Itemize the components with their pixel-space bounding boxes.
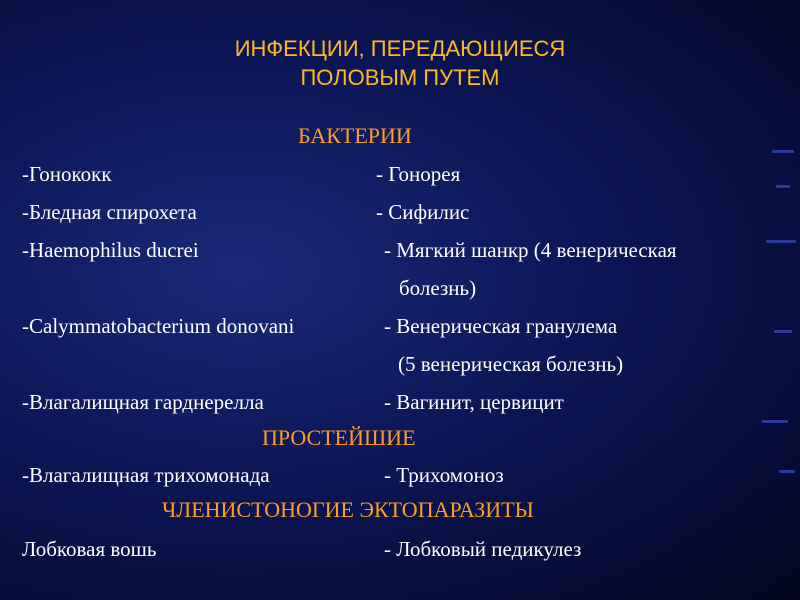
section-heading-protozoa: ПРОСТЕЙШИЕ — [262, 425, 416, 450]
section-heading-arthropods: ЧЛЕНИСТОНОГИЕ ЭКТОПАРАЗИТЫ — [162, 497, 534, 522]
table-row — [0, 312, 800, 342]
disease-name: болезнь) — [399, 276, 477, 300]
organism-name: -Бледная спирохета — [22, 200, 197, 224]
disease-name: - Лобковый педикулез — [384, 537, 582, 561]
table-row — [0, 236, 800, 266]
section-heading-bacteria: БАКТЕРИИ — [298, 123, 412, 148]
table-row — [0, 350, 800, 380]
table-row — [0, 535, 800, 565]
organism-name: -Влагалищная гарднерелла — [22, 390, 264, 414]
table-row — [0, 160, 800, 190]
slide-title-line-1: ИНФЕКЦИИ, ПЕРЕДАЮЩИЕСЯ — [234, 36, 566, 61]
disease-name: - Мягкий шанкр (4 венерическая — [384, 238, 677, 262]
table-row — [0, 198, 800, 228]
organism-name: -Haemophilus ducrei — [22, 238, 199, 262]
disease-name: - Гонорея — [376, 162, 461, 186]
disease-name: - Вагинит, цервицит — [384, 390, 564, 414]
slide-title-line-2: ПОЛОВЫМ ПУТЕМ — [300, 65, 500, 90]
organism-name: -Гонококк — [22, 162, 112, 186]
disease-name: - Венерическая гранулема — [384, 314, 618, 338]
table-row — [0, 461, 800, 491]
table-row — [0, 388, 800, 418]
organism-name: -Влагалищная трихомонада — [22, 463, 270, 487]
table-row — [0, 274, 800, 304]
disease-name: - Трихомоноз — [384, 463, 504, 487]
disease-name: (5 венерическая болезнь) — [398, 352, 624, 376]
disease-name: - Сифилис — [376, 200, 470, 224]
organism-name: -Calymmatobacterium donovani — [22, 314, 295, 338]
organism-name: Лобковая вошь — [22, 537, 157, 561]
